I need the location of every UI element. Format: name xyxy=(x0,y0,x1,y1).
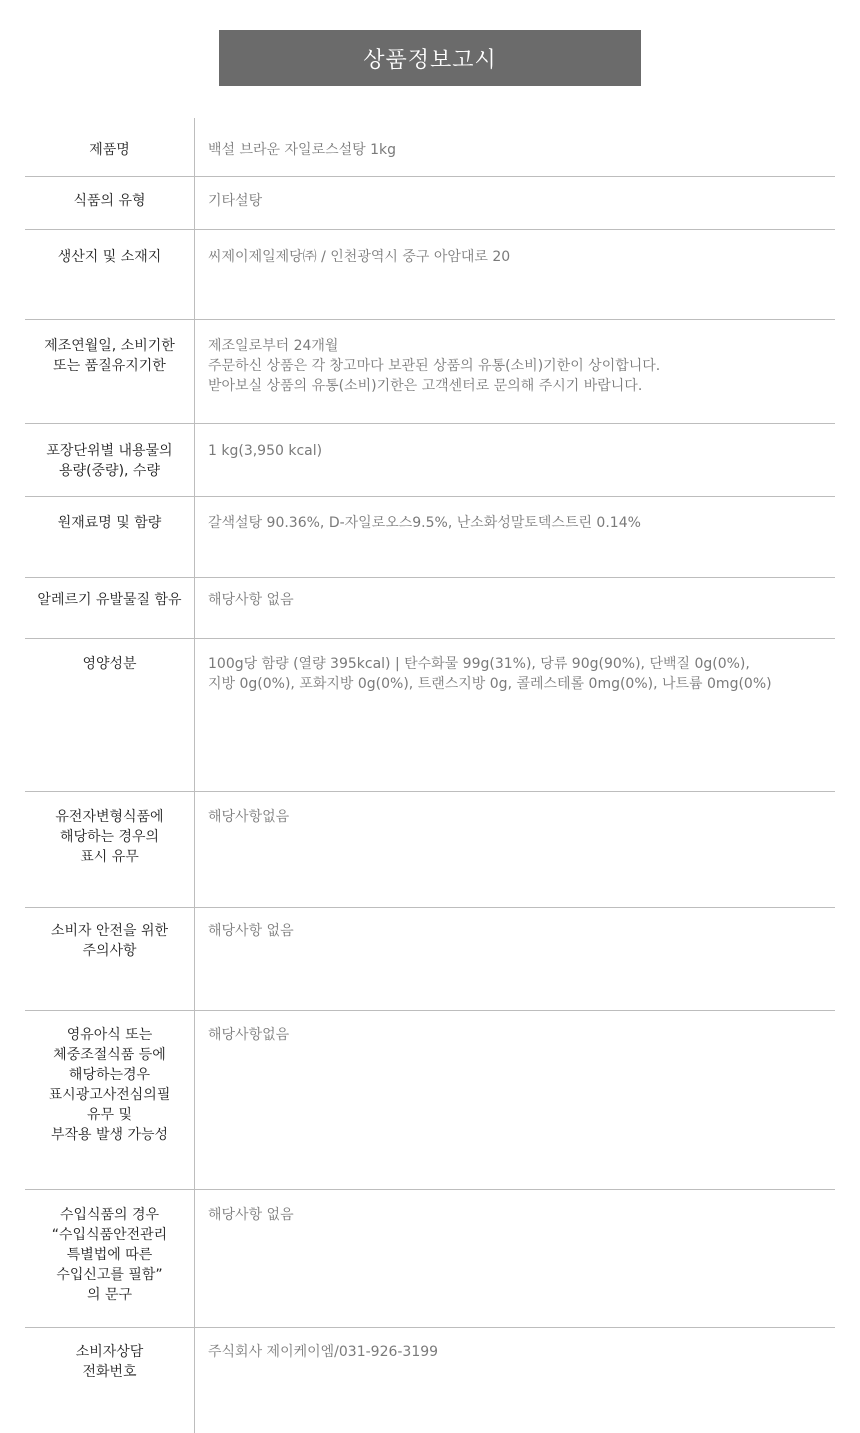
row-value: 해당사항 없음 xyxy=(208,1207,294,1223)
row-label: 생산지 및 소재지 xyxy=(25,230,195,319)
row-label: 유전자변형식품에 해당하는 경우의 표시 유무 xyxy=(25,792,195,907)
row-value: 100g당 함량 (열량 395kcal) | 탄수화물 99g(31%), 당류 90g(90%), 단백질 0g(0%), 지방 0g(0%), 포화지방 0g(0%), 트랜스지방 0g, 콜레스테롤 0mg(0%), 나트륨 0mg(0%) xyxy=(208,656,772,692)
table-row xyxy=(25,320,835,424)
row-label: 수입식품의 경우 “수입식품안전관리 특별법에 따른 수입신고를 필함” 의 문구 xyxy=(25,1190,195,1327)
table-row xyxy=(25,230,835,320)
table-row xyxy=(25,424,835,497)
row-value: 갈색설탕 90.36%, D-자일로오스9.5%, 난소화성말토덱스트린 0.14% xyxy=(208,515,641,531)
row-label: 제품명 xyxy=(25,118,195,176)
row-value: 해당사항 없음 xyxy=(208,923,294,939)
table-row xyxy=(25,639,835,792)
row-label: 영양성분 xyxy=(25,639,195,791)
row-value: 1 kg(3,950 kcal) xyxy=(208,443,323,459)
row-label: 제조연월일, 소비기한 또는 품질유지기한 xyxy=(25,320,195,423)
row-value: 백설 브라운 자일로스설탕 1kg xyxy=(208,142,397,158)
row-value: 해당사항없음 xyxy=(208,1027,290,1043)
row-label: 원재료명 및 함량 xyxy=(25,497,195,577)
table-row xyxy=(25,1011,835,1190)
row-label: 소비자 안전을 위한 주의사항 xyxy=(25,908,195,1010)
table-row xyxy=(25,118,835,177)
row-value: 기타설탕 xyxy=(208,193,263,209)
row-value: 제조일로부터 24개월 주문하신 상품은 각 창고마다 보관된 상품의 유통(소비)기한이 상이합니다. 받아보실 상품의 유통(소비)기한은 고객센터로 문의해 주시기 바랍니다. xyxy=(208,338,661,394)
row-label: 포장단위별 내용물의 용량(중량), 수량 xyxy=(25,424,195,496)
row-value: 주식회사 제이케이엠/031-926-3199 xyxy=(208,1344,439,1360)
row-label: 식품의 유형 xyxy=(25,177,195,229)
table-row xyxy=(25,1328,835,1433)
table-row xyxy=(25,177,835,230)
table-row xyxy=(25,497,835,578)
row-value: 해당사항없음 xyxy=(208,809,290,825)
row-label: 알레르기 유발물질 함유 xyxy=(25,578,195,638)
row-value: 해당사항 없음 xyxy=(208,592,294,608)
page-title: 상품정보고시 xyxy=(219,30,641,86)
row-label: 영유아식 또는 체중조절식품 등에 해당하는경우 표시광고사전심의필 유무 및 부작용 발생 가능성 xyxy=(25,1011,195,1189)
row-label: 소비자상담 전화번호 xyxy=(25,1328,195,1433)
table-row xyxy=(25,578,835,639)
table-row xyxy=(25,792,835,908)
table-row xyxy=(25,908,835,1011)
product-info-table xyxy=(25,118,835,1433)
row-value: 씨제이제일제당㈜ / 인천광역시 중구 아암대로 20 xyxy=(208,249,511,265)
table-row xyxy=(25,1190,835,1328)
